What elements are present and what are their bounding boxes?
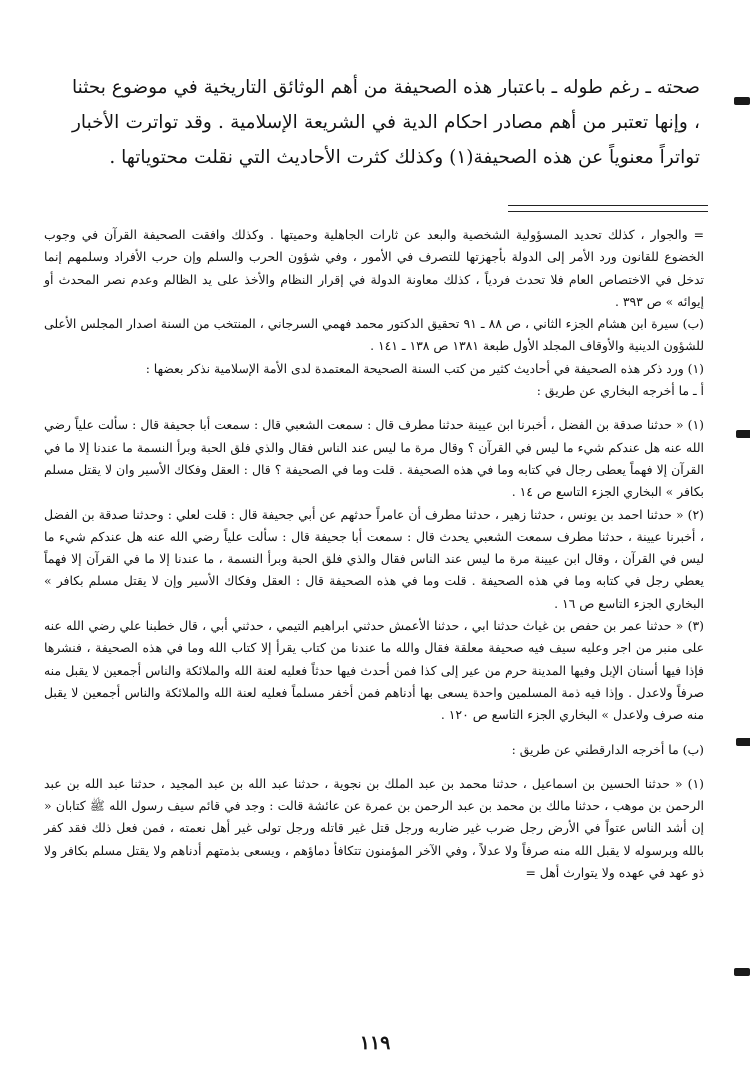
footnote-separator [508, 205, 708, 206]
footnote-source: (ب) سيرة ابن هشام الجزء الثاني ، ص ٨٨ ـ ٩١ تحقيق الدكتور محمد فهمي السرجاني ، المنتخب من السنة اصدار المجلس الأعلى للشؤون الدينية والأوقاف المجلد الأول طبعة ١٣٨١ ص ١٣٨ ـ ١٤١ . [44, 316, 704, 354]
hadith-entry: (١) « حدثنا صدقة بن الفضل ، أخبرنا ابن عيينة حدثنا مطرف قال : سمعت الشعبي قال : سمعت أبا جحيفة قال : سألت علياً رضي الله عنه هل عندكم شيء ما ليس في القرآن ؟ وقال مرة ما ليس عند الناس فقال والذي فلق الحبة وبرأ النسمة ما عندنا إلا ما في القرآن إلا فهماً يعطى رجال في كتابه وما في هذه الصحيفة . قلت وما في الصحيفة ؟ قال : العقل وفكاك الأسير وان لا يقتل مسلم بكافر » البخاري الجزء التاسع ص ١٤ . [44, 417, 704, 500]
main-text [72, 70, 700, 175]
scan-edge-mark [736, 738, 750, 746]
scan-edge-mark [736, 430, 750, 438]
page-number: ١١٩ [359, 1032, 391, 1054]
footnote-separator [508, 211, 708, 212]
footnote-subheading: أ ـ ما أخرجه البخاري عن طريق : [536, 383, 704, 399]
spacer [44, 761, 704, 773]
scan-edge-mark [734, 968, 750, 976]
hadith-entry: (١) « حدثنا الحسين بن اسماعيل ، حدثنا محمد بن عبد الملك بن نجوية ، حدثنا عبد الله بن عبد المجيد ، حدثنا عبد الله بن عبد الرحمن بن موهب ، حدثنا مالك بن محمد بن عبد الرحمن بن عمرة عن عائشة قالت : وجد في قائم سيف رسول الله ﷺ كتابان « إن أشد الناس عتواً في الأرض رجل ضرب غير ضاربه ورجل قتل غير قاتله ورجل تولى غير أهل نعمته ، فمن فعل ذلك فقد كفر بالله وبرسوله لا يقبل الله منه صرفاً ولا عدلاً ، وفي الآخر المؤمنون تتكافأ دماؤهم ، ويسعى بذمتهم أدناهم ولا يقتل مسلم بكافر ولا ذو عهد في عهده ولا يتوارث أهل = [44, 775, 704, 881]
footnotes [44, 224, 704, 884]
main-paragraph: صحته ـ رغم طوله ـ باعتبار هذه الصحيفة من أهم الوثائق التاريخية في موضوع بحثنا ، وإنها تعتبر من أهم مصادر احكام الدية في الشريعة الإسلامية . وقد تواترت الأخبار تواتراً معنوياً عن هذه الصحيفة(١) وكذلك كثرت الأحاديث التي نقلت محتوياتها . [72, 77, 700, 168]
spacer [44, 402, 704, 414]
footnote-intro: (١) ورد ذكر هذه الصحيفة في أحاديث كثير من كتب السنة الصحيحة المعتمدة لدى الأمة الإسلامية نذكر بعضها : [145, 360, 704, 376]
footnote-subheading: (ب) ما أخرجه الدارقطني عن طريق : [511, 741, 704, 757]
spacer [44, 727, 704, 739]
footnote-continuation: = والجوار ، كذلك تحديد المسؤولية الشخصية والبعد عن ثارات الجاهلية وحميتها . وكذلك وافقت الصحيفة القرآن في وجوب الخضوع للقانون ورد الأمر إلى الدولة بأجهزتها للتصرف في الأمور ، وفي شؤون الحرب والسلم وإن حرب الأفراد وسلمهم إنما تدخل في الاختصاص العام فلا تحدث فردياً ، كذلك معاونة الدولة في إقرار النظام والأخذ على يد الظالم وعدم نصر المحدث أو إيوائه » ص ٣٩٣ . [44, 227, 704, 309]
hadith-entry: (٣) « حدثنا عمر بن حفص بن غياث حدثنا ابي ، حدثنا الأعمش حدثني ابراهيم التيمي ، حدثني أبي ، قال خطبنا علي رضي الله عنه على منبر من اجر وعليه سيف فيه صحيفة معلقة فقال والله ما عندنا من كتاب يقرأ إلا كتاب الله وما في هذه الصحيفة ، فنشرها فإذا فيها أسنان الإبل وفيها المدينة حرم من عير إلى كذا فمن أحدث فيها حدثاً فعليه لعنة الله والملائكة والناس أجمعين لا يقبل منه صرفاً ولاعدل . وإذا فيه ذمة المسلمين واحدة يسعى بها أدناهم فمن أخفر مسلماً فعليه لعنة الله والملائكة والناس أجمعين لا يقبل منه صرف ولاعدل » البخاري الجزء التاسع ص ١٢٠ . [44, 618, 704, 723]
scan-edge-mark [734, 97, 750, 105]
hadith-entry: (٢) « حدثنا احمد بن يونس ، حدثنا زهير ، حدثنا مطرف أن عامراً حدثهم عن أبي جحيفة قال : قلت لعلي : وحدثنا صدقة بن الفضل ، أخبرنا عيينة ، حدثنا مطرف سمعت الشعبي يحدث قال : سمعت أبا جحيفة قال : سألت علياً رضي الله عنه هل عندكم شيء ما ليس في القرآن ، وقال ابن عيينة مرة ما ليس عند الناس فقال والذي فلق الحبة وبرأ النسمة ، ما عندنا إلا ما في القرآن إلا فهماً يعطي رجل في كتابه وما في هذه الصحيفة . قلت وما في هذه الصحيفة قال : العقل وفكاك الأسير وإن لا يقتل مسلم بكافر » البخاري الجزء التاسع ص ١٦ . [44, 506, 704, 611]
